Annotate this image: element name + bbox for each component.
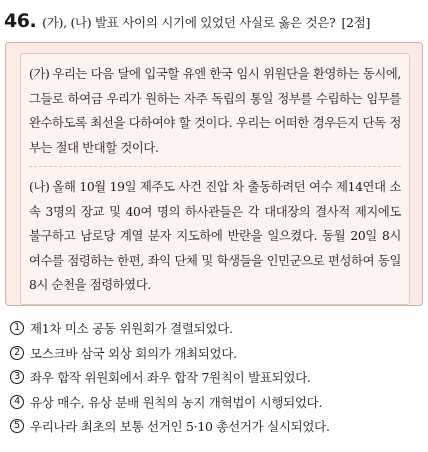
choice-number-badge: 5 (10, 419, 24, 433)
question-header (4, 10, 424, 32)
answer-choice-5[interactable] (10, 414, 420, 439)
answer-choice-2[interactable] (10, 341, 420, 366)
passage-a-marker: (가) (29, 67, 50, 81)
choice-number-badge: 2 (10, 346, 24, 360)
source-passage-inner (20, 53, 410, 305)
answer-choice-text: 유상 매수, 유상 분배 원칙의 농지 개혁법이 시행되었다. (30, 394, 323, 410)
answer-choice-1[interactable] (10, 316, 420, 341)
passage-a (29, 54, 401, 166)
question-prompt: (가), (나) 발표 사이의 시기에 있었던 사실로 옳은 것은? (42, 15, 336, 30)
source-passage-box (5, 42, 423, 306)
question-points: [2점] (341, 15, 371, 30)
answer-choice-text: 좌우 합작 위원회에서 좌우 합작 7원칙이 발표되었다. (30, 370, 311, 386)
question-number: 46. (4, 10, 37, 32)
choice-number-badge: 4 (10, 395, 24, 409)
answer-choice-4[interactable] (10, 390, 420, 415)
answer-choice-text: 제1차 미소 공동 위원회가 결렬되었다. (30, 321, 233, 337)
passage-b-marker: (나) (29, 180, 50, 194)
answer-choice-text: 우리나라 최초의 보통 선거인 5·10 총선거가 실시되었다. (30, 419, 330, 435)
answer-choice-3[interactable] (10, 365, 420, 390)
answer-choices (10, 316, 420, 439)
choice-number-badge: 3 (10, 370, 24, 384)
choice-number-badge: 1 (10, 321, 24, 335)
passage-b-text: 올해 10월 19일 제주도 사건 진압 차 출동하려던 여수 제14연대 소속 3명의 장교 및 40여 명의 하사관들은 각 대대장의 결사적 제지에도 불구하고 남로당 계열 분자 지도하에 반란을 일으켰다. 동월 20일 8시 여수를 점령하는 한편, 좌익 단체 및 학생들을 인민군으로 편성하여 동일 8시 순천을 점령하였다. (29, 180, 401, 292)
passage-b (29, 166, 401, 304)
passage-a-text: 우리는 다음 달에 입국할 유엔 한국 임시 위원단을 환영하는 동시에, 그들로 하여금 우리가 원하는 자주 독립의 통일 정부를 수립하는 임무를 완수하도록 최선을 다하여야 할 것이다. 우리는 어떠한 경우든지 단독 정부는 절대 반대할 것이다. (29, 67, 401, 155)
answer-choice-text: 모스크바 삼국 외상 회의가 개최되었다. (30, 345, 237, 361)
